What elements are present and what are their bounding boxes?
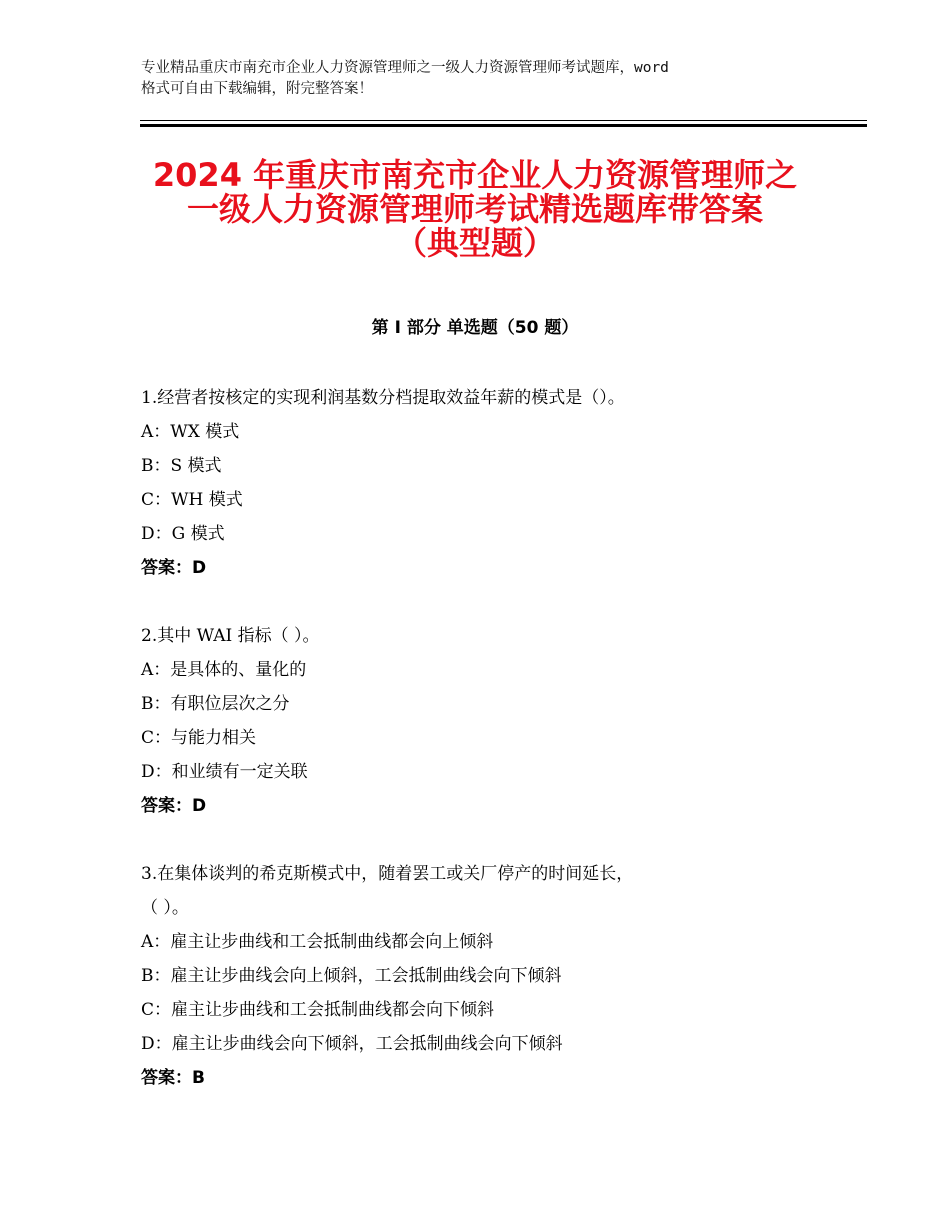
question-option: C：WH 模式 <box>141 490 243 510</box>
question-answer: 答案：B <box>141 1068 205 1088</box>
question-answer: 答案：D <box>141 558 207 578</box>
header-divider-thin <box>140 120 867 121</box>
question-spacer <box>141 585 841 619</box>
header-note <box>141 58 821 100</box>
question-item <box>141 857 841 1095</box>
question-stem: 3.在集体谈判的希克斯模式中，随着罢工或关厂停产的时间延长， <box>141 864 634 884</box>
header-note-line-2: 格式可自由下载编辑，附完整答案！ <box>141 81 373 97</box>
question-stem: 1.经营者按核定的实现利润基数分档提取效益年薪的模式是（）。 <box>141 388 625 408</box>
question-stem-continued: （ ）。 <box>141 898 189 918</box>
question-option: A：雇主让步曲线和工会抵制曲线都会向上倾斜 <box>141 932 494 952</box>
section-heading: 第 I 部分 单选题（50 题） <box>371 318 579 338</box>
question-option: B：有职位层次之分 <box>141 694 290 714</box>
document-title-line-1: 2024 年重庆市南充市企业人力资源管理师之 <box>152 156 798 194</box>
question-option: D：和业绩有一定关联 <box>141 762 308 782</box>
question-option: B：雇主让步曲线会向上倾斜，工会抵制曲线会向下倾斜 <box>141 966 562 986</box>
question-option: D：雇主让步曲线会向下倾斜，工会抵制曲线会向下倾斜 <box>141 1034 563 1054</box>
question-option: C：雇主让步曲线和工会抵制曲线都会向下倾斜 <box>141 1000 495 1020</box>
question-option: C：与能力相关 <box>141 728 257 748</box>
question-list <box>141 381 841 1095</box>
document-title-line-3: （典型题） <box>394 224 555 262</box>
document-title-line-2: 一级人力资源管理师考试精选题库带答案 <box>186 190 763 228</box>
question-answer: 答案：D <box>141 796 207 816</box>
question-option: A：WX 模式 <box>141 422 240 442</box>
question-spacer <box>141 823 841 857</box>
question-option: A：是具体的、量化的 <box>141 660 307 680</box>
document-title <box>100 158 850 260</box>
question-option: B：S 模式 <box>141 456 222 476</box>
question-item <box>141 619 841 823</box>
header-note-line-1: 专业精品重庆市南充市企业人力资源管理师之一级人力资源管理师考试题库，word <box>141 60 669 76</box>
question-stem: 2.其中 WAI 指标（ ）。 <box>141 626 320 646</box>
question-option: D：G 模式 <box>141 524 225 544</box>
header-divider-thick <box>140 124 867 127</box>
question-item <box>141 381 841 585</box>
